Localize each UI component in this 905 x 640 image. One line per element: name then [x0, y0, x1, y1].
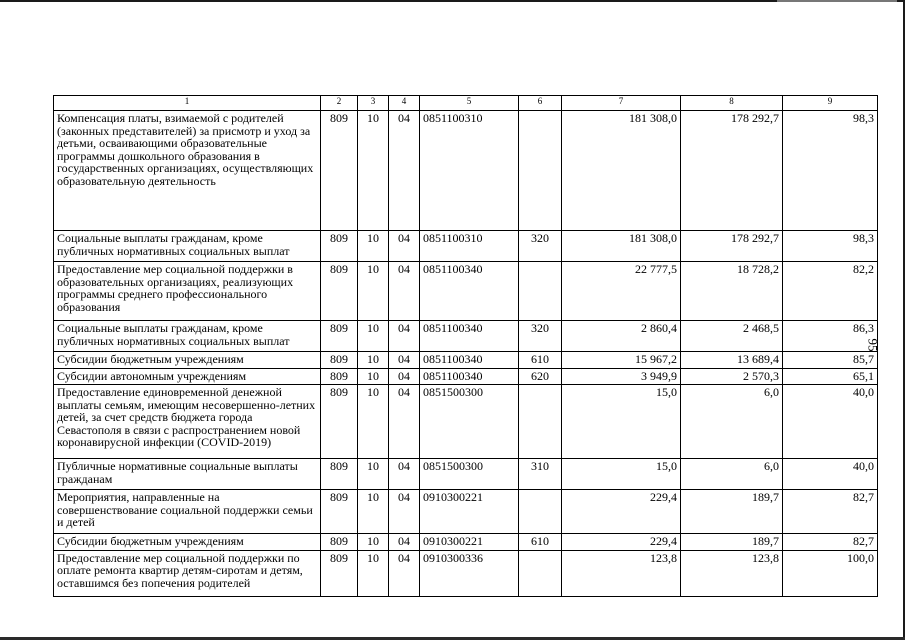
execution-percent-cell: 98,3 — [783, 231, 878, 262]
execution-percent-cell: 100,0 — [783, 550, 878, 596]
header-col-6: 6 — [519, 96, 562, 111]
ministry-code-cell: 809 — [321, 262, 358, 321]
subsection-code-cell: 04 — [389, 490, 420, 534]
target-article-cell: 0851100340 — [420, 352, 519, 369]
header-col-5: 5 — [420, 96, 519, 111]
executed-amount-cell: 13 689,4 — [681, 352, 783, 369]
header-col-1: 1 — [54, 96, 321, 111]
section-code-cell: 10 — [358, 321, 389, 352]
target-article-cell: 0851500300 — [420, 459, 519, 490]
target-article-cell: 0910300221 — [420, 490, 519, 534]
section-code-cell: 10 — [358, 534, 389, 551]
header-col-4: 4 — [389, 96, 420, 111]
target-article-cell: 0851100310 — [420, 231, 519, 262]
expense-type-cell: 610 — [519, 352, 562, 369]
executed-amount-cell: 189,7 — [681, 534, 783, 551]
ministry-code-cell: 809 — [321, 534, 358, 551]
ministry-code-cell: 809 — [321, 352, 358, 369]
execution-percent-cell: 40,0 — [783, 459, 878, 490]
executed-amount-cell: 2 468,5 — [681, 321, 783, 352]
planned-amount-cell: 3 949,9 — [562, 368, 681, 385]
table-row — [54, 231, 878, 262]
expense-type-cell — [519, 385, 562, 459]
executed-amount-cell: 6,0 — [681, 385, 783, 459]
row-name-cell: Социальные выплаты гражданам, кроме публичных нормативных социальных выплат — [54, 231, 321, 262]
planned-amount-cell: 181 308,0 — [562, 231, 681, 262]
section-code-cell: 10 — [358, 231, 389, 262]
subsection-code-cell: 04 — [389, 550, 420, 596]
planned-amount-cell: 123,8 — [562, 550, 681, 596]
table-row — [54, 111, 878, 231]
subsection-code-cell: 04 — [389, 534, 420, 551]
planned-amount-cell: 181 308,0 — [562, 111, 681, 231]
subsection-code-cell: 04 — [389, 459, 420, 490]
subsection-code-cell: 04 — [389, 352, 420, 369]
planned-amount-cell: 229,4 — [562, 534, 681, 551]
expense-type-cell: 320 — [519, 231, 562, 262]
executed-amount-cell: 178 292,7 — [681, 231, 783, 262]
section-code-cell: 10 — [358, 111, 389, 231]
page-number: 95 — [865, 338, 881, 352]
header-col-7: 7 — [562, 96, 681, 111]
section-code-cell: 10 — [358, 385, 389, 459]
target-article-cell: 0851100340 — [420, 368, 519, 385]
ministry-code-cell: 809 — [321, 490, 358, 534]
subsection-code-cell: 04 — [389, 231, 420, 262]
executed-amount-cell: 189,7 — [681, 490, 783, 534]
executed-amount-cell: 123,8 — [681, 550, 783, 596]
budget-table — [53, 95, 878, 597]
section-code-cell: 10 — [358, 550, 389, 596]
target-article-cell: 0910300221 — [420, 534, 519, 551]
row-name-cell: Предоставление единовременной денежной выплаты семьям, имеющим несовершенно-летних детей, за счет средств бюджета города Севастополя в связи с распространением новой коронавирусной инфекции (COVID-2019) — [54, 385, 321, 459]
execution-percent-cell: 82,7 — [783, 534, 878, 551]
ministry-code-cell: 809 — [321, 550, 358, 596]
execution-percent-cell: 40,0 — [783, 385, 878, 459]
ministry-code-cell: 809 — [321, 231, 358, 262]
section-code-cell: 10 — [358, 262, 389, 321]
subsection-code-cell: 04 — [389, 111, 420, 231]
expense-type-cell — [519, 550, 562, 596]
table-header-row — [54, 96, 878, 111]
table-row — [54, 321, 878, 352]
header-col-8: 8 — [681, 96, 783, 111]
section-code-cell: 10 — [358, 352, 389, 369]
ministry-code-cell: 809 — [321, 111, 358, 231]
table-row — [54, 550, 878, 596]
planned-amount-cell: 229,4 — [562, 490, 681, 534]
table-row — [54, 490, 878, 534]
section-code-cell: 10 — [358, 368, 389, 385]
executed-amount-cell: 18 728,2 — [681, 262, 783, 321]
table-row — [54, 385, 878, 459]
subsection-code-cell: 04 — [389, 321, 420, 352]
expense-type-cell: 610 — [519, 534, 562, 551]
planned-amount-cell: 2 860,4 — [562, 321, 681, 352]
planned-amount-cell: 15 967,2 — [562, 352, 681, 369]
subsection-code-cell: 04 — [389, 385, 420, 459]
execution-percent-cell: 98,3 — [783, 111, 878, 231]
row-name-cell: Компенсация платы, взимаемой с родителей (законных представителей) за присмотр и уход за детьми, осваивающими образовательные программы дошкольного образования в государственных организациях, осуществляющих образовательную деятельность — [54, 111, 321, 231]
execution-percent-cell: 85,7 — [783, 352, 878, 369]
expense-type-cell — [519, 111, 562, 231]
expense-type-cell — [519, 490, 562, 534]
page-top-edge — [0, 0, 905, 2]
row-name-cell: Субсидии автономным учреждениям — [54, 368, 321, 385]
subsection-code-cell: 04 — [389, 368, 420, 385]
target-article-cell: 0851100340 — [420, 262, 519, 321]
execution-percent-cell: 82,7 — [783, 490, 878, 534]
table-row — [54, 368, 878, 385]
target-article-cell: 0851100310 — [420, 111, 519, 231]
row-name-cell: Предоставление мер социальной поддержки по оплате ремонта квартир детям-сиротам и детям, оставшимся без попечения родителей — [54, 550, 321, 596]
header-col-9: 9 — [783, 96, 878, 111]
ministry-code-cell: 809 — [321, 385, 358, 459]
ministry-code-cell: 809 — [321, 321, 358, 352]
planned-amount-cell: 15,0 — [562, 385, 681, 459]
table-row — [54, 459, 878, 490]
row-name-cell: Социальные выплаты гражданам, кроме публичных нормативных социальных выплат — [54, 321, 321, 352]
table-row — [54, 262, 878, 321]
table-row — [54, 352, 878, 369]
execution-percent-cell: 86,3 — [783, 321, 878, 352]
table-row — [54, 534, 878, 551]
row-name-cell: Мероприятия, направленные на совершенствование социальной поддержки семьи и детей — [54, 490, 321, 534]
executed-amount-cell: 2 570,3 — [681, 368, 783, 385]
target-article-cell: 0851500300 — [420, 385, 519, 459]
expense-type-cell — [519, 262, 562, 321]
execution-percent-cell: 65,1 — [783, 368, 878, 385]
row-name-cell: Предоставление мер социальной поддержки в образовательных организациях, реализующих программы среднего профессионального образования — [54, 262, 321, 321]
subsection-code-cell: 04 — [389, 262, 420, 321]
planned-amount-cell: 22 777,5 — [562, 262, 681, 321]
ministry-code-cell: 809 — [321, 368, 358, 385]
executed-amount-cell: 6,0 — [681, 459, 783, 490]
header-col-3: 3 — [358, 96, 389, 111]
scan-mark — [777, 0, 897, 2]
execution-percent-cell: 82,2 — [783, 262, 878, 321]
section-code-cell: 10 — [358, 459, 389, 490]
executed-amount-cell: 178 292,7 — [681, 111, 783, 231]
expense-type-cell: 310 — [519, 459, 562, 490]
row-name-cell: Субсидии бюджетным учреждениям — [54, 534, 321, 551]
target-article-cell: 0851100340 — [420, 321, 519, 352]
ministry-code-cell: 809 — [321, 459, 358, 490]
expense-type-cell: 620 — [519, 368, 562, 385]
row-name-cell: Субсидии бюджетным учреждениям — [54, 352, 321, 369]
header-col-2: 2 — [321, 96, 358, 111]
expense-type-cell: 320 — [519, 321, 562, 352]
planned-amount-cell: 15,0 — [562, 459, 681, 490]
row-name-cell: Публичные нормативные социальные выплаты гражданам — [54, 459, 321, 490]
target-article-cell: 0910300336 — [420, 550, 519, 596]
section-code-cell: 10 — [358, 490, 389, 534]
